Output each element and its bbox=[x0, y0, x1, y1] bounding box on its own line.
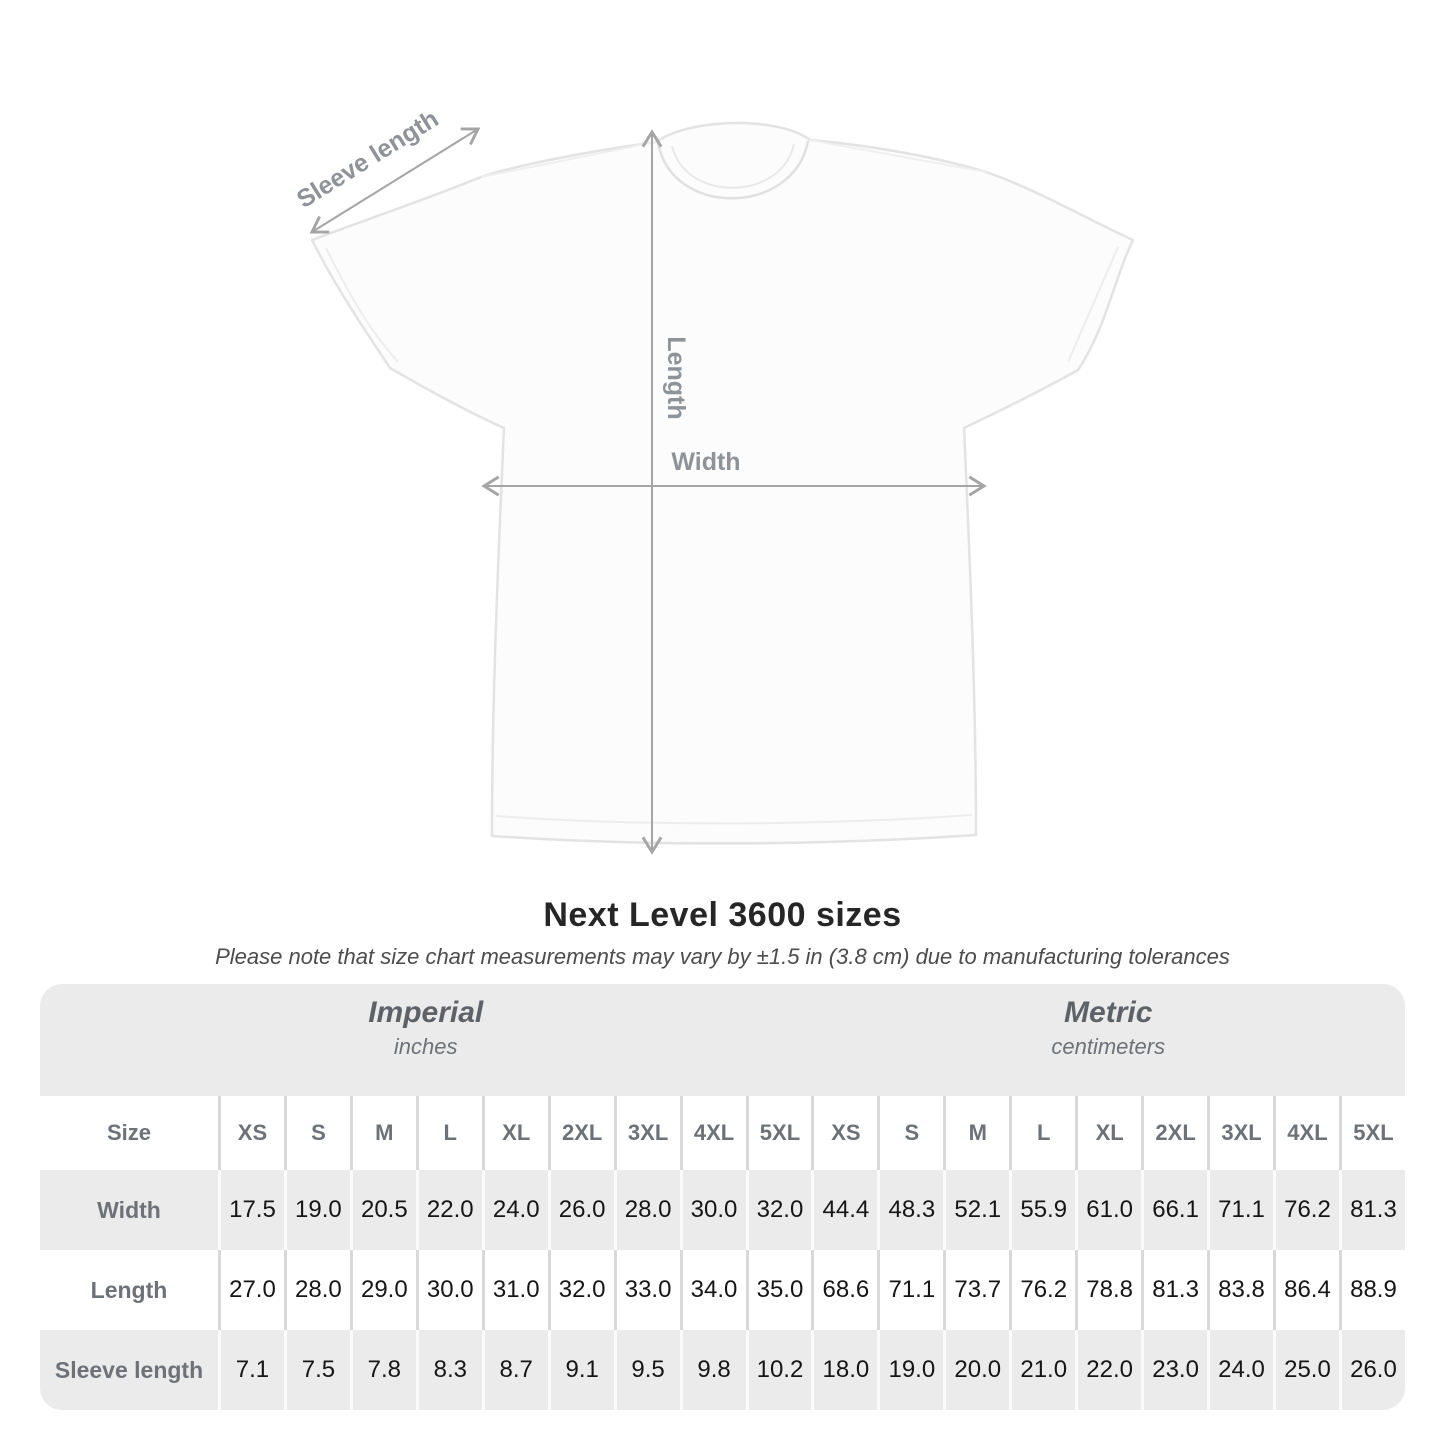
value-cell: 86.4 bbox=[1273, 1250, 1339, 1330]
value-cell: 83.8 bbox=[1207, 1250, 1273, 1330]
value-cell: 68.6 bbox=[811, 1250, 877, 1330]
value-cell: 10.2 bbox=[746, 1330, 812, 1410]
value-cell: 17.5 bbox=[218, 1170, 284, 1250]
value-cell: 20.0 bbox=[943, 1330, 1009, 1410]
row-label: Width bbox=[40, 1170, 218, 1250]
page-title: Next Level 3600 sizes bbox=[543, 896, 902, 934]
value-cell: 81.3 bbox=[1141, 1250, 1207, 1330]
value-cell: 23.0 bbox=[1141, 1330, 1207, 1410]
size-cell: 5XL bbox=[1339, 1096, 1405, 1170]
size-header-label: Size bbox=[40, 1096, 218, 1170]
metric-unit: centimeters bbox=[1051, 1033, 1166, 1059]
value-cell: 19.0 bbox=[877, 1330, 943, 1410]
size-cell: 4XL bbox=[680, 1096, 746, 1170]
tolerance-note: Please note that size chart measurements may vary by ±1.5 in (3.8 cm) due to manufacturing tolerances bbox=[215, 944, 1230, 969]
size-table bbox=[40, 984, 1405, 1410]
imperial-unit: inches bbox=[393, 1033, 458, 1059]
value-cell: 9.8 bbox=[680, 1330, 746, 1410]
value-cell: 7.1 bbox=[218, 1330, 284, 1410]
sleeve-length-label: Sleeve length bbox=[292, 104, 444, 214]
size-cell: 2XL bbox=[1141, 1096, 1207, 1170]
value-cell: 24.0 bbox=[482, 1170, 548, 1250]
size-cell: L bbox=[416, 1096, 482, 1170]
value-cell: 22.0 bbox=[416, 1170, 482, 1250]
imperial-title: Imperial bbox=[368, 996, 484, 1029]
length-label: Length bbox=[662, 336, 690, 420]
value-cell: 9.5 bbox=[614, 1330, 680, 1410]
size-cell: 2XL bbox=[548, 1096, 614, 1170]
value-cell: 7.5 bbox=[284, 1330, 350, 1410]
value-cell: 30.0 bbox=[680, 1170, 746, 1250]
row-label: Sleeve length bbox=[40, 1330, 218, 1410]
value-cell: 18.0 bbox=[811, 1330, 877, 1410]
value-cell: 7.8 bbox=[350, 1330, 416, 1410]
value-cell: 26.0 bbox=[1339, 1330, 1405, 1410]
value-cell: 20.5 bbox=[350, 1170, 416, 1250]
tshirt-shape bbox=[312, 123, 1133, 843]
value-cell: 8.3 bbox=[416, 1330, 482, 1410]
value-cell: 35.0 bbox=[746, 1250, 812, 1330]
value-cell: 29.0 bbox=[350, 1250, 416, 1330]
size-cell: 3XL bbox=[1207, 1096, 1273, 1170]
size-cell: S bbox=[877, 1096, 943, 1170]
value-cell: 66.1 bbox=[1141, 1170, 1207, 1250]
size-cell: XS bbox=[811, 1096, 877, 1170]
value-cell: 24.0 bbox=[1207, 1330, 1273, 1410]
value-cell: 88.9 bbox=[1339, 1250, 1405, 1330]
value-cell: 28.0 bbox=[284, 1250, 350, 1330]
value-cell: 81.3 bbox=[1339, 1170, 1405, 1250]
value-cell: 55.9 bbox=[1009, 1170, 1075, 1250]
value-cell: 21.0 bbox=[1009, 1330, 1075, 1410]
size-header-row bbox=[40, 1096, 1405, 1170]
size-cell: M bbox=[350, 1096, 416, 1170]
size-cell: M bbox=[943, 1096, 1009, 1170]
units-header-row bbox=[40, 984, 1405, 1096]
size-cell: L bbox=[1009, 1096, 1075, 1170]
value-cell: 32.0 bbox=[746, 1170, 812, 1250]
row-label: Length bbox=[40, 1250, 218, 1330]
size-cell: 3XL bbox=[614, 1096, 680, 1170]
table-row-length bbox=[40, 1250, 1405, 1330]
value-cell: 34.0 bbox=[680, 1250, 746, 1330]
value-cell: 27.0 bbox=[218, 1250, 284, 1330]
value-cell: 76.2 bbox=[1273, 1170, 1339, 1250]
value-cell: 9.1 bbox=[548, 1330, 614, 1410]
value-cell: 33.0 bbox=[614, 1250, 680, 1330]
value-cell: 31.0 bbox=[482, 1250, 548, 1330]
value-cell: 28.0 bbox=[614, 1170, 680, 1250]
value-cell: 61.0 bbox=[1075, 1170, 1141, 1250]
metric-title: Metric bbox=[1064, 996, 1153, 1029]
imperial-header bbox=[40, 984, 811, 1096]
value-cell: 73.7 bbox=[943, 1250, 1009, 1330]
value-cell: 44.4 bbox=[811, 1170, 877, 1250]
size-cell: 5XL bbox=[746, 1096, 812, 1170]
value-cell: 32.0 bbox=[548, 1250, 614, 1330]
value-cell: 78.8 bbox=[1075, 1250, 1141, 1330]
size-cell: S bbox=[284, 1096, 350, 1170]
size-cell: 4XL bbox=[1273, 1096, 1339, 1170]
value-cell: 8.7 bbox=[482, 1330, 548, 1410]
metric-header bbox=[811, 984, 1405, 1096]
value-cell: 30.0 bbox=[416, 1250, 482, 1330]
value-cell: 71.1 bbox=[877, 1250, 943, 1330]
size-cell: XS bbox=[218, 1096, 284, 1170]
value-cell: 26.0 bbox=[548, 1170, 614, 1250]
table-row-sleeve-length bbox=[40, 1330, 1405, 1410]
value-cell: 52.1 bbox=[943, 1170, 1009, 1250]
value-cell: 48.3 bbox=[877, 1170, 943, 1250]
size-cell: XL bbox=[482, 1096, 548, 1170]
value-cell: 25.0 bbox=[1273, 1330, 1339, 1410]
width-label: Width bbox=[671, 448, 741, 476]
value-cell: 19.0 bbox=[284, 1170, 350, 1250]
value-cell: 22.0 bbox=[1075, 1330, 1141, 1410]
value-cell: 76.2 bbox=[1009, 1250, 1075, 1330]
table-row-width bbox=[40, 1170, 1405, 1250]
size-cell: XL bbox=[1075, 1096, 1141, 1170]
value-cell: 71.1 bbox=[1207, 1170, 1273, 1250]
